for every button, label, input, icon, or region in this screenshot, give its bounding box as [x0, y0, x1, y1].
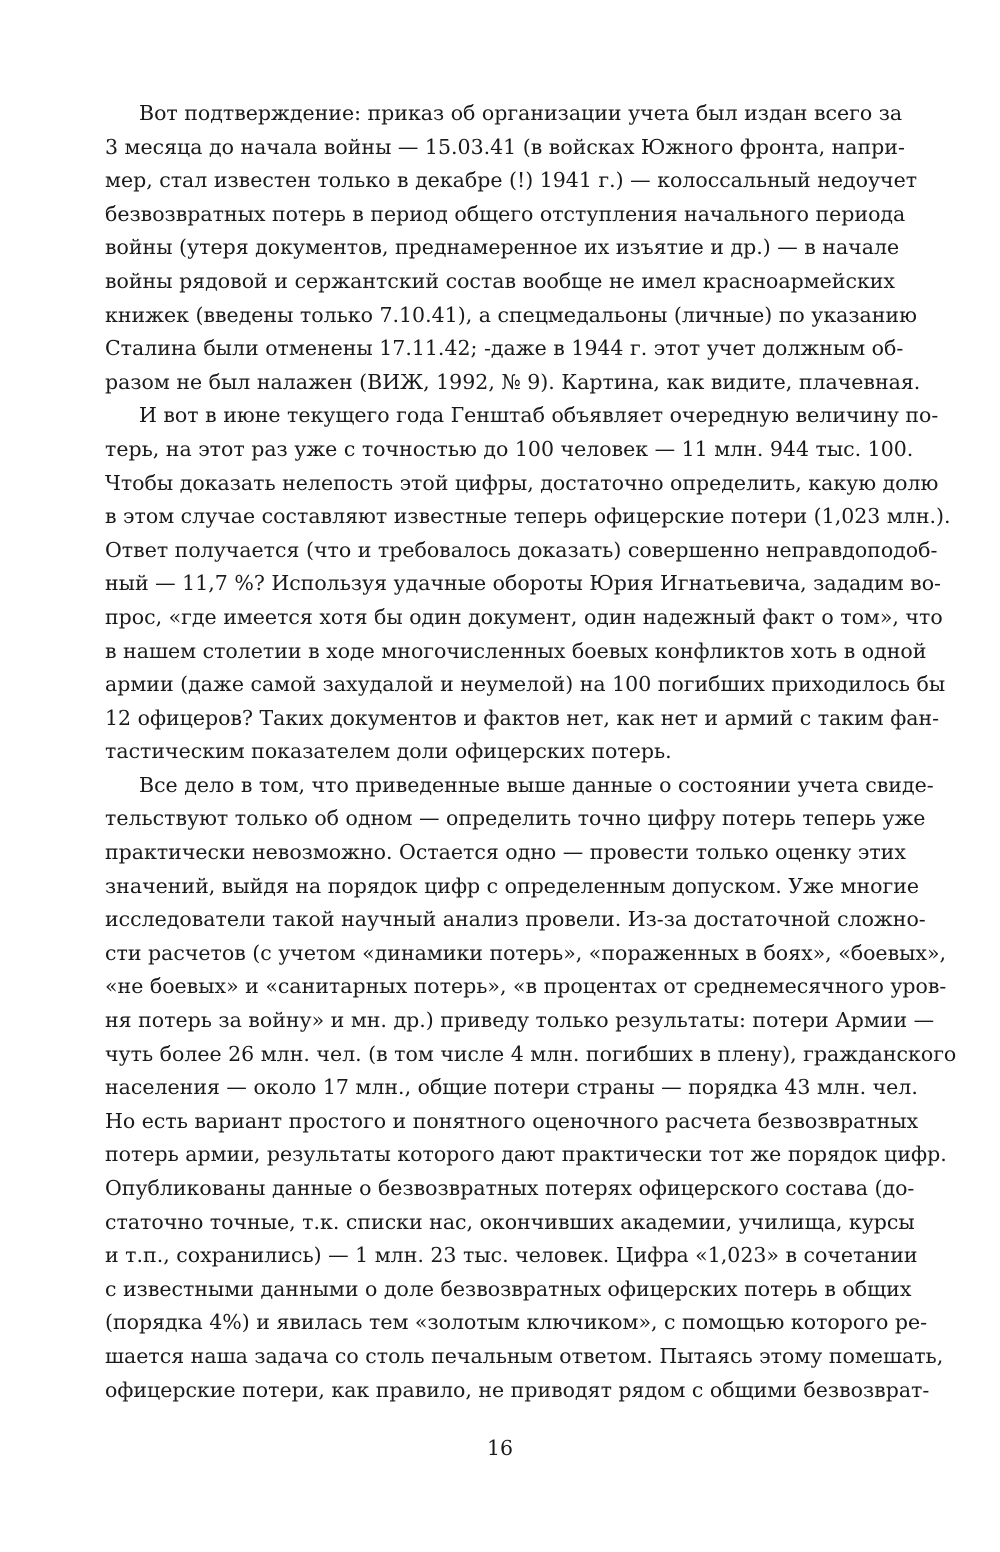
- page-body: [105, 97, 957, 1407]
- text-line: армии (даже самой захудалой и неумелой) на 100 погибших приходилось бы: [105, 672, 946, 697]
- text-line: 12 офицеров? Таких документов и фактов нет, как нет и армий с таким фан-: [105, 705, 940, 730]
- text-line: терь, на этот раз уже с точностью до 100 человек — 11 млн. 944 тыс. 100.: [105, 436, 914, 461]
- text-line: (порядка 4%) и явилась тем «золотым ключиком», с помощью которого ре-: [105, 1310, 928, 1335]
- text-line: значений, выйдя на порядок цифр с определенным допуском. Уже многие: [105, 873, 920, 898]
- paragraph-2: [105, 399, 951, 769]
- page-number: 16: [486, 1436, 514, 1460]
- text-line: и т.п., сохранились) — 1 млн. 23 тыс. человек. Цифра «1,023» в сочетании: [105, 1243, 918, 1268]
- text-line: Вот подтверждение: приказ об организации учета был издан всего за: [139, 101, 903, 125]
- text-line: И вот в июне текущего года Генштаб объявляет очередную величину по-: [139, 403, 939, 428]
- text-line: с известными данными о доле безвозвратных офицерских потерь в общих: [105, 1276, 912, 1301]
- paragraph-3: [105, 769, 957, 1407]
- text-line: тельствуют только об одном — определить точно цифру потерь теперь уже: [105, 806, 926, 831]
- text-line: в этом случае составляют известные теперь офицерские потери (1,023 млн.).: [105, 504, 951, 529]
- text-line: потерь армии, результаты которого дают практически тот же порядок цифр.: [105, 1142, 947, 1167]
- text-line: практически невозможно. Остается одно — провести только оценку этих: [105, 840, 906, 865]
- text-line: ня потерь за войну» и мн. др.) приведу только результаты: потери Армии —: [105, 1008, 935, 1033]
- text-line: разом не был налажен (ВИЖ, 1992, № 9). Картина, как видите, плачевная.: [105, 369, 921, 394]
- text-line: безвозвратных потерь в период общего отступления начального периода: [105, 201, 906, 226]
- text-line: Но есть вариант простого и понятного оценочного расчета безвозвратных: [105, 1108, 919, 1133]
- text-line: Ответ получается (что и требовалось доказать) совершенно неправдоподоб-: [105, 537, 938, 562]
- text-line: «не боевых» и «санитарных потерь», «в процентах от среднемесячного уров-: [105, 974, 947, 999]
- text-line: прос, «где имеется хотя бы один документ, один надежный факт о том», что: [105, 604, 943, 629]
- text-line: тастическим показателем доли офицерских потерь.: [105, 739, 672, 764]
- paragraph-1: [105, 97, 921, 399]
- text-line: офицерские потери, как правило, не приводят рядом с общими безвозврат-: [105, 1377, 930, 1402]
- text-line: шается наша задача со столь печальным ответом. Пытаясь этому помешать,: [105, 1343, 944, 1368]
- text-line: Сталина были отменены 17.11.42; -даже в 1944 г. этот учет должным об-: [105, 336, 904, 361]
- text-line: населения — около 17 млн., общие потери страны — порядка 43 млн. чел.: [105, 1075, 918, 1100]
- text-line: сти расчетов (с учетом «динамики потерь», «пораженных в боях», «боевых»,: [105, 940, 947, 965]
- text-line: ный — 11,7 %? Используя удачные обороты Юрия Игнатьевича, зададим во-: [105, 571, 941, 596]
- text-line: Чтобы доказать нелепость этой цифры, достаточно определить, какую долю: [105, 470, 939, 495]
- text-line: исследователи такой научный анализ провели. Из-за достаточной сложно-: [105, 907, 926, 932]
- text-line: книжек (введены только 7.10.41), а спецмедальоны (личные) по указанию: [105, 302, 917, 327]
- text-line: в нашем столетии в ходе многочисленных боевых конфликтов хоть в одной: [105, 638, 927, 663]
- text-line: войны (утеря документов, преднамеренное их изъятие и др.) — в начале: [105, 235, 900, 260]
- text-line: Опубликованы данные о безвозвратных потерях офицерского состава (до-: [105, 1176, 915, 1200]
- text-line: войны рядовой и сержантский состав вообще не имел красноармейских: [105, 268, 895, 293]
- text-line: статочно точные, т.к. списки нас, окончивших академии, училища, курсы: [105, 1209, 915, 1234]
- text-line: мер, стал известен только в декабре (!) 1941 г.) — колоссальный недоучет: [105, 168, 918, 193]
- text-line: 3 месяца до начала войны — 15.03.41 (в войсках Южного фронта, напри-: [105, 134, 905, 159]
- text-line: чуть более 26 млн. чел. (в том числе 4 млн. погибших в плену), гражданского: [105, 1041, 957, 1066]
- text-line: Все дело в том, что приведенные выше данные о состоянии учета свиде-: [139, 772, 934, 797]
